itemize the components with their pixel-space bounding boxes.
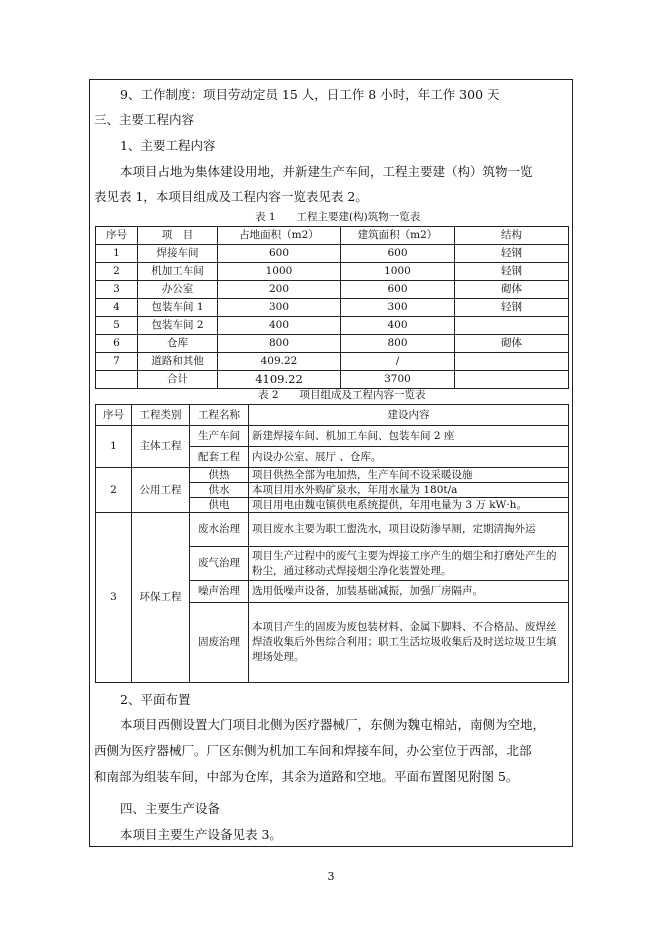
table2-caption: 表 2 项目组成及工程内容一览表: [258, 389, 426, 401]
table-row: [96, 299, 569, 317]
table1-cell: 300: [341, 299, 455, 317]
table2-item-name: 供电: [190, 498, 249, 513]
table2-item-name: 供热: [190, 468, 249, 483]
table2-item-name: 供水: [190, 483, 249, 498]
table1: [95, 226, 569, 389]
table1-total-label: 合计: [138, 371, 218, 389]
table1-cell: /: [341, 353, 455, 371]
sub2-heading: 2、平面布置: [120, 692, 191, 707]
table1-total-floor: 3700: [341, 371, 455, 389]
table1-cell: 400: [218, 317, 341, 335]
table2-item-content: 项目废水主要为职工盥洗水，项目设防渗旱厕，定期清掏外运: [249, 513, 569, 547]
table1-cell: 6: [96, 335, 138, 353]
table1-total-land: 4109.22: [218, 371, 341, 389]
table1-cell: 办公室: [138, 281, 218, 299]
table1-header: 占地面积（m2）: [218, 227, 341, 245]
table2-header-row: [96, 405, 569, 426]
table2-header: 建设内容: [249, 405, 569, 426]
table-row: [96, 317, 569, 335]
intro-line-2: 表见表 1，本项目组成及工程内容一览表见表 2。: [94, 189, 368, 204]
table1-cell: 道路和其他: [138, 353, 218, 371]
table1-cell: 300: [218, 299, 341, 317]
table2-group-no: 1: [96, 426, 132, 468]
table1-cell: [455, 353, 569, 371]
table1-cell: 砌体: [455, 281, 569, 299]
layout-line-3: 和南部为组装车间，中部为仓库，其余为道路和空地。平面布置图见附图 5。: [94, 769, 519, 784]
table1-cell: 2: [96, 263, 138, 281]
table-row: [96, 335, 569, 353]
table2-item-content: 项目用电由魏屯镇供电系统提供，年用电量为 3 万 kW·h。: [249, 498, 569, 513]
table2-item-name: 配套工程: [190, 447, 249, 468]
table-row: [96, 263, 569, 281]
table2-item-content: 内设办公室、展厅 、仓库。: [249, 447, 569, 468]
table1-cell: 200: [218, 281, 341, 299]
section4-heading: 四、主要生产设备: [120, 801, 221, 816]
table1-cell: 600: [341, 245, 455, 263]
table2-item-content: 本项目产生的固废为废包装材料、金属下脚料、不合格品、废焊丝焊渣收集后外售综合利用；职工生活垃圾收集后及时送垃圾卫生填埋场处理。: [249, 603, 569, 683]
table1-cell: 4: [96, 299, 138, 317]
table-row: [96, 513, 569, 547]
table1-cell: 轻钢: [455, 299, 569, 317]
table1-cell: 800: [341, 335, 455, 353]
table1-cell: [455, 371, 569, 389]
equipment-line: 本项目主要生产设备见表 3。: [120, 827, 282, 842]
table2-item-name: 废水治理: [190, 513, 249, 547]
table2-header: 工程名称: [190, 405, 249, 426]
table1-cell: 600: [341, 281, 455, 299]
page-number: 3: [327, 870, 335, 883]
table1-caption: 表 1 工程主要建(构)筑物一览表: [255, 211, 421, 223]
layout-line-1: 本项目西侧设置大门项目北侧为医疗器械厂，东侧为魏屯棉站，南侧为空地，: [120, 717, 546, 732]
table1-cell: [96, 371, 138, 389]
table-row: [96, 468, 569, 483]
table-row: [96, 281, 569, 299]
sub1-heading: 1、主要工程内容: [120, 138, 216, 153]
table2: [95, 404, 569, 683]
table1-cell: 5: [96, 317, 138, 335]
table1-total-row: [96, 371, 569, 389]
table-row: [96, 353, 569, 371]
table2-group-no: 3: [96, 513, 132, 683]
table2-item-content: 选用低噪声设备，加装基础减振，加强厂房隔声。: [249, 581, 569, 603]
table1-header: 建筑面积（m2）: [341, 227, 455, 245]
table2-item-content: 项目供热全部为电加热，生产车间不设采暖设施: [249, 468, 569, 483]
table1-cell: 包装车间 2: [138, 317, 218, 335]
table1-cell: 仓库: [138, 335, 218, 353]
table1-cell: 3: [96, 281, 138, 299]
table1-cell: 砌体: [455, 335, 569, 353]
table2-item-name: 废气治理: [190, 547, 249, 581]
table1-header: 项 目: [138, 227, 218, 245]
table2-group-category: 主体工程: [132, 426, 190, 468]
table1-header: 序号: [96, 227, 138, 245]
table1-cell: 600: [218, 245, 341, 263]
table2-group-category: 公用工程: [132, 468, 190, 513]
table2-item-name: 噪声治理: [190, 581, 249, 603]
table1-cell: [455, 317, 569, 335]
table1-header-row: [96, 227, 569, 245]
table1-cell: 1: [96, 245, 138, 263]
table1-cell: 包装车间 1: [138, 299, 218, 317]
table2-group-category: 环保工程: [132, 513, 190, 683]
table1-header: 结构: [455, 227, 569, 245]
table2-group-no: 2: [96, 468, 132, 513]
table1-cell: 轻钢: [455, 245, 569, 263]
intro-line-1: 本项目占地为集体建设用地，并新建生产车间，工程主要建（构）筑物一览: [120, 164, 533, 179]
table2-item-content: 项目生产过程中的废气主要为焊接工序产生的烟尘和打磨处产生的粉尘，通过移动式焊接烟尘净化装置处理。: [249, 547, 569, 581]
section3-heading: 三、主要工程内容: [94, 112, 195, 127]
table2-item-content: 新建焊接车间、机加工车间、包装车间 2 座: [249, 426, 569, 447]
layout-line-2: 西侧为医疗器械厂。厂区东侧为机加工车间和焊接车间，办公室位于西部，北部: [94, 743, 532, 758]
work-system-line: 9、工作制度：项目劳动定员 15 人，日工作 8 小时，年工作 300 天: [120, 87, 500, 102]
table1-cell: 7: [96, 353, 138, 371]
table2-item-name: 固废治理: [190, 603, 249, 683]
table1-cell: 400: [341, 317, 455, 335]
table-row: [96, 245, 569, 263]
table2-header: 序号: [96, 405, 132, 426]
table-row: [96, 426, 569, 447]
table1-cell: 机加工车间: [138, 263, 218, 281]
table1-cell: 焊接车间: [138, 245, 218, 263]
table2-item-content: 本项目用水外购矿泉水，年用水量为 180t/a: [249, 483, 569, 498]
table1-cell: 800: [218, 335, 341, 353]
table1-cell: 1000: [341, 263, 455, 281]
table1-cell: 409.22: [218, 353, 341, 371]
table2-header: 工程类别: [132, 405, 190, 426]
table1-cell: 轻钢: [455, 263, 569, 281]
table1-cell: 1000: [218, 263, 341, 281]
table2-item-name: 生产车间: [190, 426, 249, 447]
